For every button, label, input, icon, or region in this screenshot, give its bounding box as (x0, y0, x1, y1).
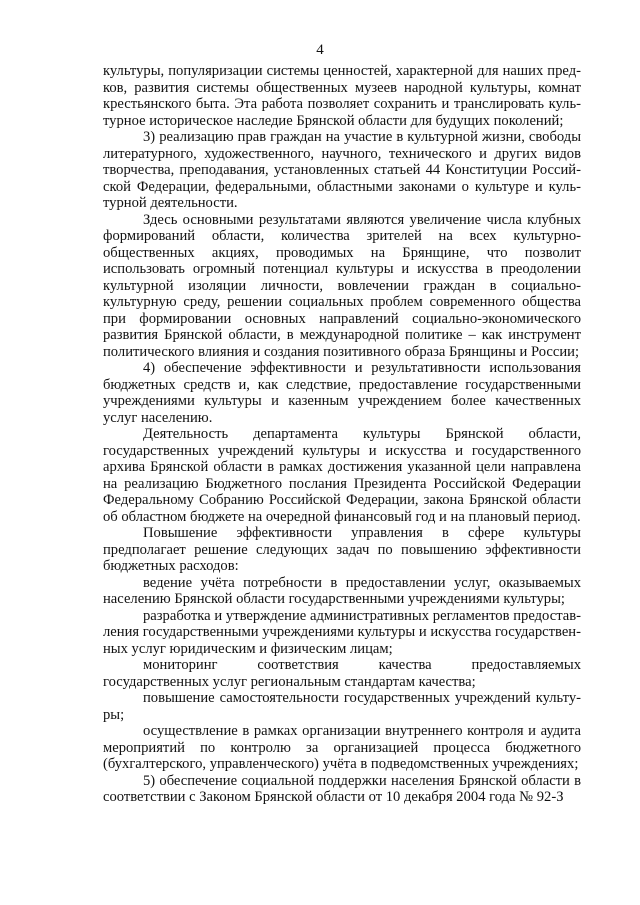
document-body (103, 63, 581, 806)
paragraph-efficiency-tasks: Повышение эффективности управления в сфере культуры предполагает решение следующих задач по повышению эффективности бюджетных расходов: (103, 525, 581, 574)
task-item-regulations: разработка и утверждение административных регламентов предоставления государственными учреждениями культуры и искусства государственных услуг юридическим и физическим лицам; (103, 607, 581, 657)
paragraph-item-4: 4) обеспечение эффективности и результативности использования бюджетных средств и, как следствие, предоставление государственными учреждениями культуры и казенным учреждением более качественных услуг населению. (103, 360, 581, 426)
paragraph-item-3: 3) реализацию прав граждан на участие в культурной жизни, свободы литературного, художественного, научного, технического и других видов творчества, преподавания, установленных статьей 44 Конституции Российской Федерации, федеральными, областными законами о культуре и культурной деятельности. (103, 129, 581, 211)
paragraph-item-5: 5) обеспечение социальной поддержки населения Брянской области в соответствии с Законом Брянской области от 10 декабря 2004 года № 92-З (103, 772, 581, 805)
paragraph-results: Здесь основными результатами являются увеличение числа клубных формирований области, количества зрителей на всех культурно-общественных акциях, проводимых на Брянщине, что позволит использовать огромный потенциал культуры и искусства в преодолении культурной изоляции личности, вовлечении граждан в социально-культурную среду, решении социальных проблем современного общества при формировании основных направлений социально-экономического развития Брянской области, в международной политике – как инструмент политического влияния и создания позитивного образа Брянщины и России; (103, 211, 581, 360)
task-item-monitoring: мониторинг соответствия качества предоставляемых государственных услуг региональным стандартам качества; (103, 657, 581, 690)
paragraph-1-continuation: культуры, популяризации системы ценностей, характерной для наших предков, развития системы общественных музеев народной культуры, комнат крестьянского быта. Эта работа позволяет сохранить и транслировать культурное историческое наследие Брянской области для будущих поколений; (103, 63, 581, 129)
page-number: 4 (316, 42, 324, 58)
task-item-independence: повышение самостоятельности государственных учреждений культуры; (103, 690, 581, 723)
task-item-internal-control: осуществление в рамках организации внутреннего контроля и аудита мероприятий по контролю за организацией процесса бюджетного (бухгалтерского, управленческого) учёта в подведомственных учреждениях; (103, 723, 581, 772)
paragraph-department-activity: Деятельность департамента культуры Брянской области, государственных учреждений культуры и искусства и государственного архива Брянской области в рамках достижения указанной цели направлена на реализацию Бюджетного послания Президента Российской Федерации Федеральному Собранию Российской Федерации, закона Брянской области об областном бюджете на очередной финансовый год и на плановый период. (103, 426, 581, 525)
task-item-accounting: ведение учёта потребности в предоставлении услуг, оказываемых населению Брянской области государственными учреждениями культуры; (103, 574, 581, 607)
